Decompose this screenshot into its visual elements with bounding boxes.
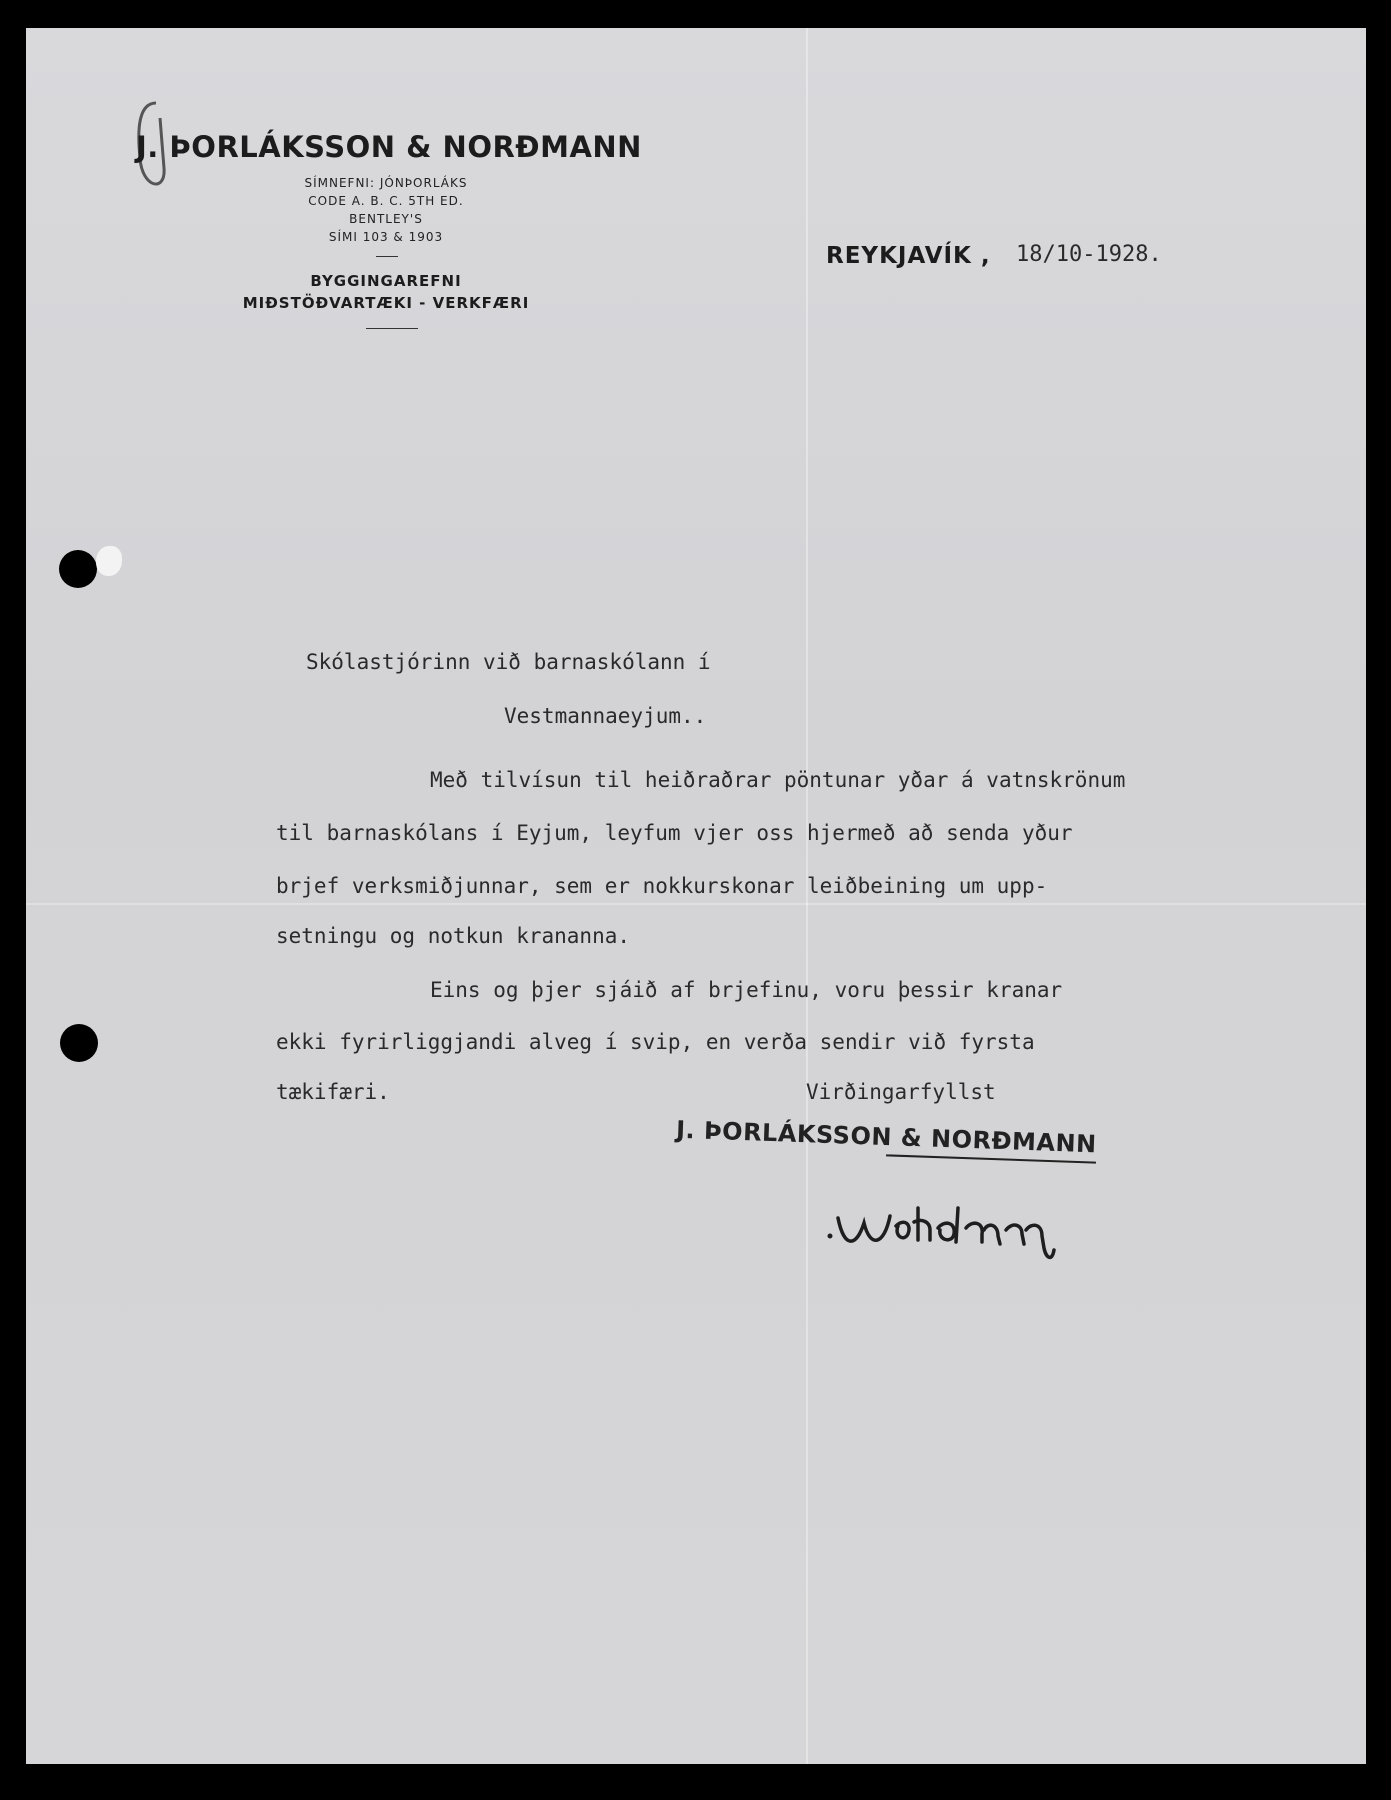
recipient-line-2: Vestmannaeyjum.. bbox=[504, 704, 707, 728]
company-stamp: J. ÞORLÁKSSON & NORÐMANN bbox=[675, 1115, 1098, 1159]
closing: Virðingarfyllst bbox=[806, 1080, 996, 1104]
body-line: Eins og þjer sjáið af brjefinu, voru þessir kranar bbox=[430, 978, 1063, 1002]
body-line: tækifæri. bbox=[276, 1080, 390, 1104]
body-line: brjef verksmiðjunnar, sem er nokkurskonar leiðbeining um upp- bbox=[276, 874, 1048, 898]
paper-tear bbox=[96, 546, 122, 576]
letterhead-code-bentley: BENTLEY'S bbox=[349, 212, 423, 226]
letterhead-divider-bottom bbox=[366, 328, 418, 329]
body-line: setningu og notkun krananna. bbox=[276, 924, 631, 948]
letter-page bbox=[26, 28, 1366, 1764]
letterhead-cable-address: SÍMNEFNI: JÓNÞORLÁKS bbox=[304, 176, 468, 190]
letterhead-divider bbox=[376, 256, 398, 257]
punch-hole bbox=[60, 1024, 98, 1062]
punch-hole bbox=[59, 550, 97, 588]
recipient-line-1: Skólastjórinn við barnaskólann í bbox=[306, 650, 711, 674]
letterhead-code: CODE A. B. C. 5TH ED. bbox=[308, 194, 464, 208]
letterhead-phone: SÍMI 103 & 1903 bbox=[328, 230, 444, 244]
letterhead-place: REYKJAVÍK , bbox=[826, 243, 991, 269]
body-line: til barnaskólans í Eyjum, leyfum vjer oss hjermeð að senda yður bbox=[276, 821, 1073, 845]
letterhead-products-line1: BYGGINGAREFNI bbox=[310, 272, 462, 290]
fold-line-horizontal bbox=[26, 903, 1366, 905]
letterhead-products-line2: MIÐSTÖÐVARTÆKI - VERKFÆRI bbox=[242, 294, 530, 312]
letter-date: 18/10-1928. bbox=[1016, 242, 1162, 267]
body-line: Með tilvísun til heiðraðrar pöntunar yðar á vatnskrönum bbox=[430, 768, 1126, 792]
letterhead-firm-name: J. ÞORLÁKSSON & NORÐMANN bbox=[136, 130, 642, 164]
handwritten-signature bbox=[826, 1178, 1126, 1268]
body-line: ekki fyrirliggjandi alveg í svip, en verða sendir við fyrsta bbox=[276, 1030, 1035, 1054]
